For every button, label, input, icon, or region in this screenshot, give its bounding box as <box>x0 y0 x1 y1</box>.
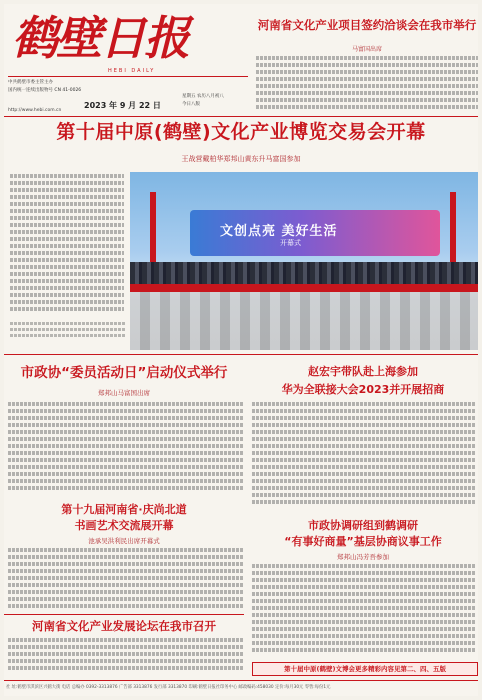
photo-caption <box>10 322 126 337</box>
newspaper-logo-en: HEBI DAILY <box>108 68 156 74</box>
committee-body-text <box>8 402 244 498</box>
stage-screen-subtext: 开幕式 <box>280 239 301 247</box>
flag-decoration <box>150 192 156 262</box>
flag-decoration <box>450 192 456 262</box>
expo-continued-text: 第十届中原(鹤壁)文博会更多精彩内容见第二、四、五版 <box>284 665 446 673</box>
footer-rule <box>4 680 478 681</box>
main-subline: 王战营戴柏华郑邦山黄东升马富国参加 <box>181 155 301 163</box>
top-right-byline: 马富国出席 <box>351 46 382 53</box>
masthead <box>4 4 254 116</box>
forum-headline: 河南省文化产业发展论坛在我市召开 <box>32 619 216 633</box>
stage-screen-text: 文创点亮 美好生活 <box>220 224 338 239</box>
top-right-body-text <box>256 56 478 114</box>
calligraphy-byline: 池承吴洪利民出席开幕式 <box>88 537 160 545</box>
top-right-headline: 河南省文化产业项目签约洽谈会在我市举行 <box>257 18 477 32</box>
footer-info: 社 址:鹤壁市淇滨区兴鹤大街 电话 总编办 0392-3313876 广告部 3313876 发行部 3313870 印刷:鹤壁日报社印务中心 邮政编码:458030 定价:每月30元 零售:每份1元 <box>6 685 331 690</box>
website-url: http://www.hebi.com.cn <box>8 108 62 113</box>
shanghai-body-text <box>252 402 476 512</box>
newspaper-logo: 鹤壁日报 <box>12 11 188 65</box>
stage-floor <box>130 292 478 350</box>
grassroots-body-text <box>252 564 476 656</box>
masthead-rule <box>8 76 248 77</box>
forum-body-text <box>8 638 244 678</box>
calligraphy-headline-line1: 第十九届河南省·庆尚北道 <box>61 503 187 516</box>
main-headline: 第十届中原(鹤壁)文化产业博览交易会开幕 <box>56 121 426 143</box>
calligraphy-headline-line2: 书画艺术交流展开幕 <box>74 519 174 532</box>
publication-date: 2023 年 9 月 22 日 <box>84 101 161 110</box>
expo-continued-banner[interactable] <box>252 662 478 676</box>
shanghai-headline-line1: 赵宏宇带队赴上海参加 <box>308 365 418 378</box>
section-divider <box>4 354 478 355</box>
publisher-text: 中共鹤壁市委主管主办 <box>8 80 53 85</box>
cn-number: 国内统一连续出版物号 CN 41-0026 <box>8 88 82 93</box>
newspaper-page <box>4 4 478 696</box>
weekday-info: 星期五 农历八月初八 <box>182 94 224 99</box>
grassroots-headline-line1: 市政协调研组到鹤调研 <box>308 519 418 532</box>
committee-headline: 市政协“委员活动日”启动仪式举行 <box>20 365 228 381</box>
committee-byline: 郑邦山马富国出席 <box>98 389 150 397</box>
grassroots-headline-line2: “有事好商量”基层协商议事工作 <box>284 535 442 548</box>
section-divider <box>4 614 244 615</box>
main-story-body-text <box>10 174 124 316</box>
calligraphy-body-text <box>8 548 244 612</box>
shanghai-headline-line2: 华为全联接大会2023并开展招商 <box>281 383 445 396</box>
grassroots-byline: 郑邦山冯芳吾参加 <box>337 553 389 561</box>
issue-info: 今日八版 <box>182 102 200 107</box>
stage-ribbon <box>130 284 478 292</box>
section-divider <box>4 116 478 117</box>
opening-ceremony-photo <box>130 172 478 350</box>
